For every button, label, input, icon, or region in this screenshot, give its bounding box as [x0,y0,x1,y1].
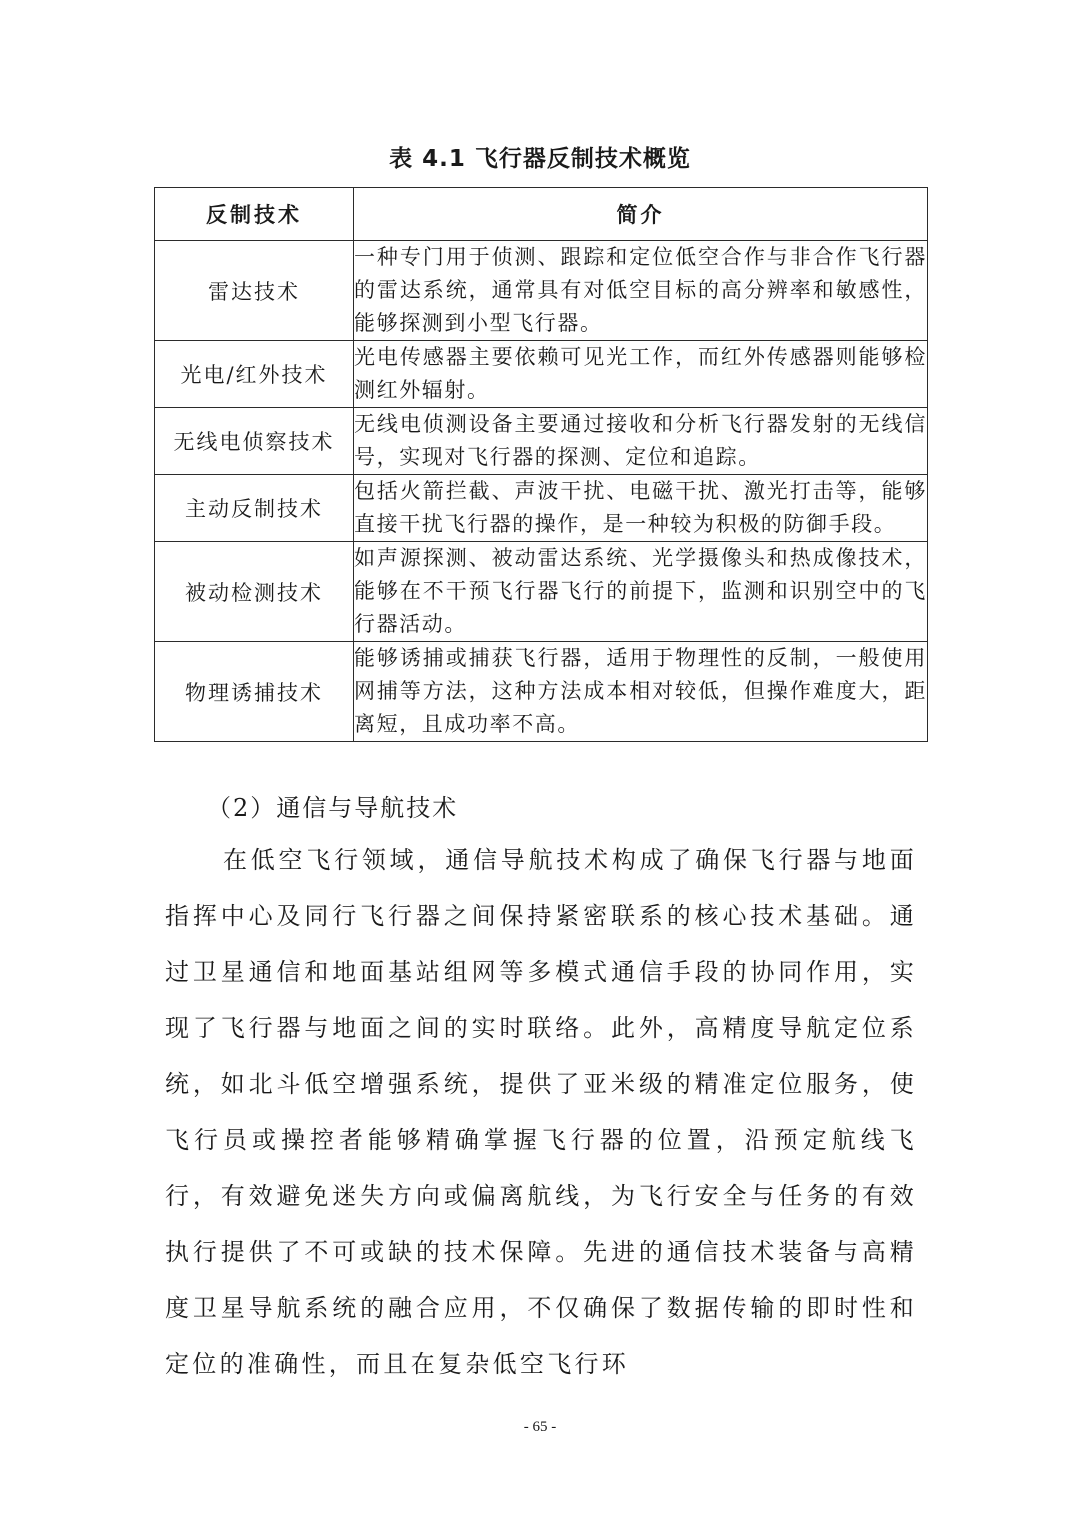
body-paragraph: 在低空飞行领域，通信导航技术构成了确保飞行器与地面指挥中心及同行飞行器之间保持紧密联系的核心技术基础。通过卫星通信和地面基站组网等多模式通信手段的协同作用，实现了飞行器与地面之间的实时联络。此外，高精度导航定位系统，如北斗低空增强系统，提供了亚米级的精准定位服务，使飞行员或操控者能够精确掌握飞行器的位置，沿预定航线飞行，有效避免迷失方向或偏离航线，为飞行安全与任务的有效执行提供了不可或缺的技术保障。先进的通信技术装备与高精度卫星导航系统的融合应用，不仅确保了数据传输的即时性和定位的准确性，而且在复杂低空飞行环 [165,846,917,1378]
table-row [155,642,928,742]
technology-name: 雷达技术 [155,241,354,341]
table-header-row [155,188,928,241]
header-technology: 反制技术 [155,188,354,241]
technology-name: 无线电侦察技术 [155,408,354,475]
table-row [155,542,928,642]
table-caption: 表 4.1 飞行器反制技术概览 [389,146,691,172]
section-heading: （2）通信与导航技术 [207,794,459,822]
technology-description: 无线电侦测设备主要通过接收和分析飞行器发射的无线信号，实现对飞行器的探测、定位和追踪。 [354,408,928,475]
technology-description: 如声源探测、被动雷达系统、光学摄像头和热成像技术，能够在不干预飞行器飞行的前提下，监测和识别空中的飞行器活动。 [354,542,928,642]
table-row [155,475,928,542]
technology-description: 光电传感器主要依赖可见光工作，而红外传感器则能够检测红外辐射。 [354,341,928,408]
page-number: - 65 - [523,1419,557,1435]
technology-description: 能够诱捕或捕获飞行器，适用于物理性的反制，一般使用网捕等方法，这种方法成本相对较低，但操作难度大，距离短，且成功率不高。 [354,642,928,742]
technology-name: 被动检测技术 [155,542,354,642]
table-row [155,408,928,475]
counter-technology-table [154,187,928,742]
technology-name: 光电/红外技术 [155,341,354,408]
technology-name: 主动反制技术 [155,475,354,542]
header-description: 简介 [354,188,928,241]
technology-description: 一种专门用于侦测、跟踪和定位低空合作与非合作飞行器的雷达系统，通常具有对低空目标的高分辨率和敏感性，能够探测到小型飞行器。 [354,241,928,341]
technology-name: 物理诱捕技术 [155,642,354,742]
table-row [155,341,928,408]
technology-description: 包括火箭拦截、声波干扰、电磁干扰、激光打击等，能够直接干扰飞行器的操作，是一种较为积极的防御手段。 [354,475,928,542]
table-row [155,241,928,341]
